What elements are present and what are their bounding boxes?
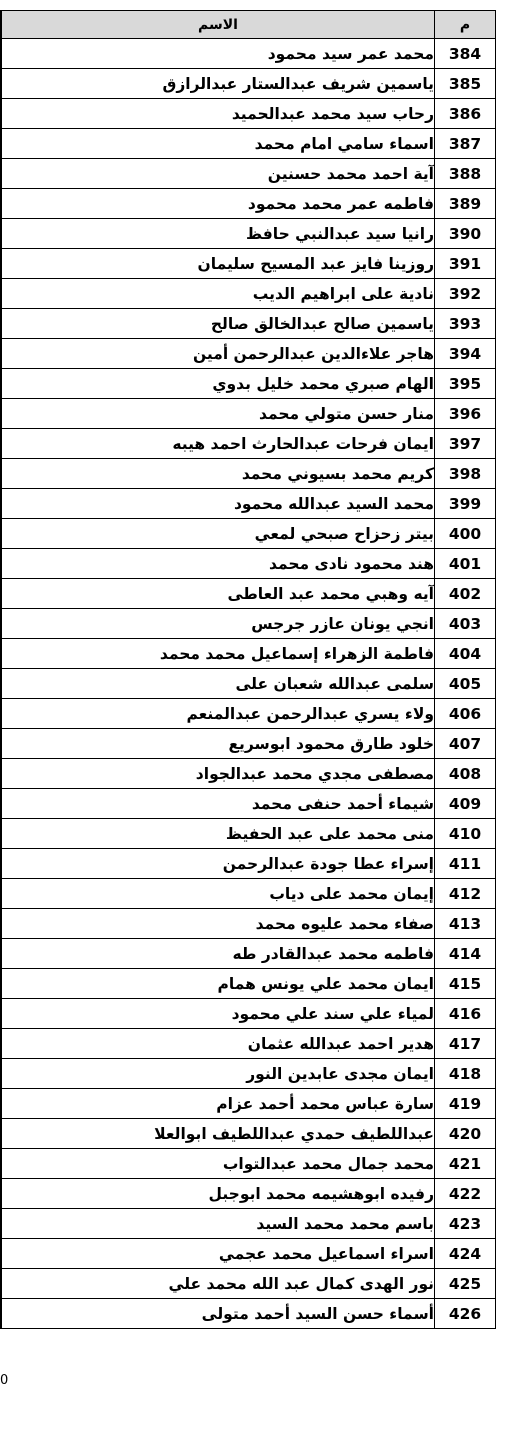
- name-cell: عبداللطيف حمدي عبداللطيف ابوالعلا: [2, 1119, 435, 1149]
- name-cell: رحاب سيد محمد عبدالحميد: [2, 99, 435, 129]
- table-row: [1, 369, 496, 399]
- table-row: [1, 669, 496, 699]
- number-cell: 404: [435, 639, 496, 669]
- number-cell: 387: [435, 129, 496, 159]
- table-row: [1, 489, 496, 519]
- number-cell: 385: [435, 69, 496, 99]
- table-row: [1, 909, 496, 939]
- number-cell: 390: [435, 219, 496, 249]
- number-cell: 403: [435, 609, 496, 639]
- number-cell: 386: [435, 99, 496, 129]
- number-cell: 423: [435, 1209, 496, 1239]
- table-row: [1, 159, 496, 189]
- name-cell: منار حسن متولي محمد: [2, 399, 435, 429]
- name-cell: مصطفى مجدي محمد عبدالجواد: [2, 759, 435, 789]
- table-row: [1, 939, 496, 969]
- table-row: [1, 849, 496, 879]
- number-cell: 391: [435, 249, 496, 279]
- table-row: [1, 999, 496, 1029]
- number-cell: 392: [435, 279, 496, 309]
- table-row: [1, 879, 496, 909]
- name-cell: إسراء عطا جودة عبدالرحمن: [2, 849, 435, 879]
- name-cell: بيتر زحزاح صبحي لمعي: [2, 519, 435, 549]
- table-row: [1, 1149, 496, 1179]
- number-cell: 395: [435, 369, 496, 399]
- table-row: [1, 1089, 496, 1119]
- number-cell: 399: [435, 489, 496, 519]
- table-row: [1, 39, 496, 69]
- table-row: [1, 309, 496, 339]
- number-cell: 400: [435, 519, 496, 549]
- name-cell: محمد عمر سيد محمود: [2, 39, 435, 69]
- name-cell: آية احمد محمد حسنين: [2, 159, 435, 189]
- number-cell: 418: [435, 1059, 496, 1089]
- table-row: [1, 609, 496, 639]
- name-cell: أسماء حسن السيد أحمد متولى: [2, 1299, 435, 1329]
- number-cell: 384: [435, 39, 496, 69]
- number-cell: 406: [435, 699, 496, 729]
- name-cell: ايمان فرحات عبدالحارث احمد هيبه: [2, 429, 435, 459]
- number-cell: 416: [435, 999, 496, 1029]
- name-cell: هاجر علاءالدين عبدالرحمن أمين: [2, 339, 435, 369]
- number-cell: 421: [435, 1149, 496, 1179]
- number-cell: 420: [435, 1119, 496, 1149]
- number-cell: 411: [435, 849, 496, 879]
- table-row: [1, 279, 496, 309]
- table-row: [1, 249, 496, 279]
- number-cell: 397: [435, 429, 496, 459]
- name-cell: باسم محمد محمد السيد: [2, 1209, 435, 1239]
- name-cell: محمد السيد عبدالله محمود: [2, 489, 435, 519]
- table-row: [1, 789, 496, 819]
- name-cell: محمد جمال محمد عبدالتواب: [2, 1149, 435, 1179]
- number-cell: 407: [435, 729, 496, 759]
- name-cell: سلمى عبدالله شعبان على: [2, 669, 435, 699]
- name-cell: خلود طارق محمود ابوسريع: [2, 729, 435, 759]
- name-cell: إيمان محمد على دياب: [2, 879, 435, 909]
- table-row: [1, 699, 496, 729]
- table-row: [1, 429, 496, 459]
- name-cell: رانيا سيد عبدالنبي حافظ: [2, 219, 435, 249]
- name-cell: سارة عباس محمد أحمد عزام: [2, 1089, 435, 1119]
- name-cell: فاطمه محمد عبدالقادر طه: [2, 939, 435, 969]
- number-cell: 394: [435, 339, 496, 369]
- table-body: [1, 39, 496, 1329]
- number-cell: 409: [435, 789, 496, 819]
- number-cell: 405: [435, 669, 496, 699]
- table-row: [1, 1209, 496, 1239]
- table-row: [1, 519, 496, 549]
- number-cell: 422: [435, 1179, 496, 1209]
- name-cell: شيماء أحمد حنفى محمد: [2, 789, 435, 819]
- table-row: [1, 729, 496, 759]
- number-cell: 417: [435, 1029, 496, 1059]
- number-cell: 412: [435, 879, 496, 909]
- number-cell: 425: [435, 1269, 496, 1299]
- number-cell: 396: [435, 399, 496, 429]
- number-cell: 398: [435, 459, 496, 489]
- number-cell: 410: [435, 819, 496, 849]
- name-column-header: الاسم: [2, 11, 435, 39]
- table-row: [1, 969, 496, 999]
- number-cell: 424: [435, 1239, 496, 1269]
- number-cell: 413: [435, 909, 496, 939]
- table-row: [1, 1239, 496, 1269]
- number-cell: 389: [435, 189, 496, 219]
- name-cell: صفاء محمد عليوه محمد: [2, 909, 435, 939]
- name-cell: روزينا فايز عبد المسيح سليمان: [2, 249, 435, 279]
- table-row: [1, 1029, 496, 1059]
- name-cell: ايمان محمد علي يونس همام: [2, 969, 435, 999]
- number-cell: 408: [435, 759, 496, 789]
- name-cell: نور الهدى كمال عبد الله محمد علي: [2, 1269, 435, 1299]
- name-cell: انجي يونان عازر جرجس: [2, 609, 435, 639]
- name-cell: هند محمود نادى محمد: [2, 549, 435, 579]
- name-cell: لمياء علي سند علي محمود: [2, 999, 435, 1029]
- name-cell: نادية على ابراهيم الديب: [2, 279, 435, 309]
- table-row: [1, 549, 496, 579]
- number-cell: 415: [435, 969, 496, 999]
- table-row: [1, 1299, 496, 1329]
- name-cell: هدير احمد عبدالله عثمان: [2, 1029, 435, 1059]
- table-row: [1, 1269, 496, 1299]
- table-row: [1, 219, 496, 249]
- name-cell: ايمان مجدى عابدين النور: [2, 1059, 435, 1089]
- table-row: [1, 1059, 496, 1089]
- table-row: [1, 99, 496, 129]
- name-cell: ياسمين صالح عبدالخالق صالح: [2, 309, 435, 339]
- table-row: [1, 129, 496, 159]
- name-cell: آيه وهبي محمد عبد العاطى: [2, 579, 435, 609]
- number-cell: 414: [435, 939, 496, 969]
- number-cell: 393: [435, 309, 496, 339]
- name-cell: ولاء يسري عبدالرحمن عبدالمنعم: [2, 699, 435, 729]
- number-cell: 388: [435, 159, 496, 189]
- table-header-row: [1, 11, 496, 39]
- table-row: [1, 459, 496, 489]
- name-cell: ياسمين شريف عبدالستار عبدالرازق: [2, 69, 435, 99]
- table-row: [1, 1179, 496, 1209]
- table-row: [1, 69, 496, 99]
- name-cell: اسماء سامي امام محمد: [2, 129, 435, 159]
- name-cell: كريم محمد بسيوني محمد: [2, 459, 435, 489]
- name-cell: الهام صبري محمد خليل بدوي: [2, 369, 435, 399]
- table-row: [1, 819, 496, 849]
- name-cell: فاطمه عمر محمد محمود: [2, 189, 435, 219]
- name-cell: اسراء اسماعيل محمد عجمي: [2, 1239, 435, 1269]
- page-number: 0: [0, 1373, 9, 1388]
- table-row: [1, 759, 496, 789]
- table-row: [1, 339, 496, 369]
- name-cell: رفيده ابوهشيمه محمد ابوجبل: [2, 1179, 435, 1209]
- table-row: [1, 189, 496, 219]
- name-cell: فاطمة الزهراء إسماعيل محمد محمد: [2, 639, 435, 669]
- number-cell: 402: [435, 579, 496, 609]
- table-row: [1, 579, 496, 609]
- names-table: [0, 10, 496, 1329]
- number-column-header: م: [435, 11, 496, 39]
- number-cell: 419: [435, 1089, 496, 1119]
- table-row: [1, 399, 496, 429]
- number-cell: 426: [435, 1299, 496, 1329]
- number-cell: 401: [435, 549, 496, 579]
- table-row: [1, 639, 496, 669]
- name-cell: منى محمد على عبد الحفيظ: [2, 819, 435, 849]
- table-row: [1, 1119, 496, 1149]
